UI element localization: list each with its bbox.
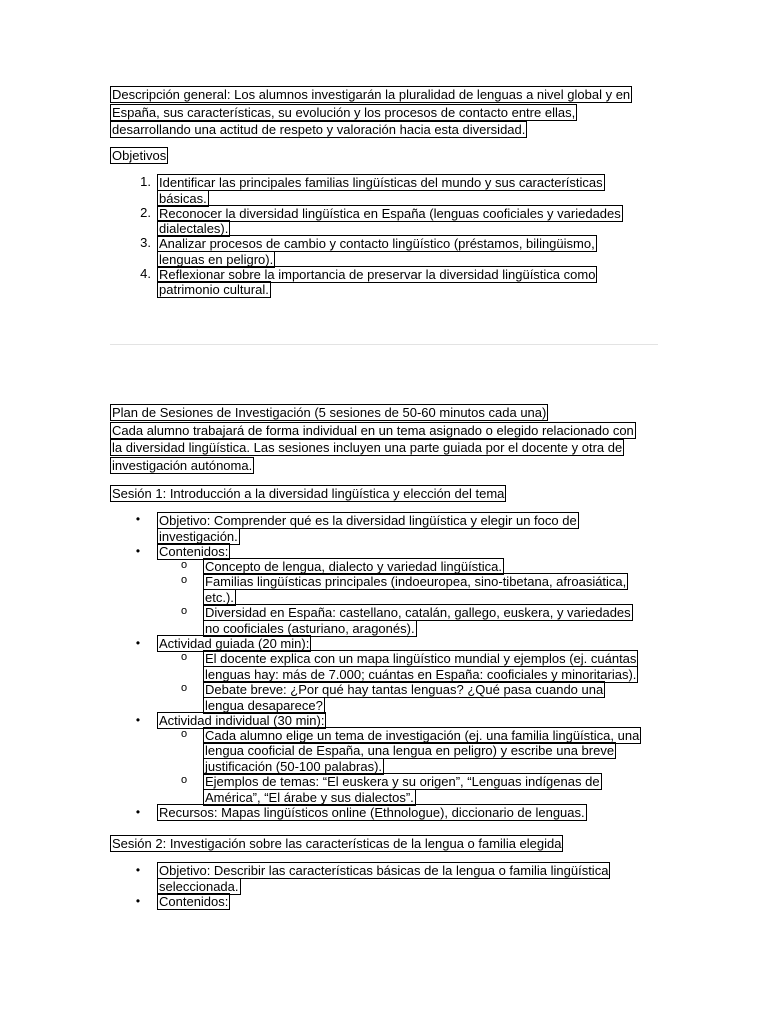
text-line: España, sus características, su evolución y los procesos de contacto entre ellas, [112, 104, 576, 120]
text-line: Plan de Sesiones de Investigación (5 sesiones de 50-60 minutos cada una) [112, 405, 547, 420]
text-line: Cada alumno trabajará de forma individual en un tema asignado o elegido relacionado con [112, 422, 634, 438]
text-line: desarrollando una actitud de respeto y valoración hacia esta diversidad. [112, 122, 526, 137]
session2-list [135, 863, 657, 909]
objectives-list [140, 174, 657, 297]
plan-paragraph [110, 404, 656, 474]
text-line: Descripción general: Los alumnos investigarán la pluralidad de lenguas a nivel global y en [112, 87, 631, 102]
session2-heading: Sesión 2: Investigación sobre las características de la lengua o familia elegida [112, 836, 562, 851]
objectives-heading: Objetivos [112, 148, 167, 163]
list-item: 2. Reconocer la diversidad lingüística en España (lenguas cooficiales y variedades dialectales). [140, 204, 621, 236]
list-item: • Recursos: Mapas lingüísticos online (Ethnologue), diccionario de lenguas. [135, 804, 585, 820]
sub-list-item: o Cada alumno elige un tema de investigación (ej. una familia lingüística, una lengua cooficial de España, una lengua en peligro) y escribe una breve justificación (50-100 palabras). [180, 727, 640, 774]
text-line: investigación autónoma. [112, 457, 253, 473]
text-line: la diversidad lingüística. Las sesiones incluyen una parte guiada por el docente y otra de [112, 440, 623, 455]
sub-list-item: o Debate breve: ¿Por qué hay tantas lenguas? ¿Qué pasa cuando una lengua desaparece? [180, 681, 604, 713]
list-item: 3. Analizar procesos de cambio y contacto lingüístico (préstamos, bilingüismo, lenguas en peligro). [140, 235, 595, 267]
session1-heading: Sesión 1: Introducción a la diversidad lingüística y elección del tema [112, 486, 505, 501]
contenidos-sublist [180, 558, 703, 636]
sub-list-item: o El docente explica con un mapa lingüístico mundial y ejemplos (ej. cuántas lenguas hay: más de 7.000; cuántas en España: cooficiales y minoritarias). [180, 650, 637, 682]
list-item: 1. Identificar las principales familias lingüísticas del mundo y sus características básicas. [140, 174, 603, 206]
sub-list-item: o Ejemplos de temas: “El euskera y su origen”, “Lenguas indígenas de América”, “El árabe y sus dialectos”. [180, 773, 600, 805]
list-item: • Actividad individual (30 min): [135, 712, 325, 728]
sub-list-item: o Diversidad en España: castellano, catalán, gallego, euskera, y variedades no cooficiales (asturiano, aragonés). [180, 604, 631, 636]
list-item: • Objetivo: Comprender qué es la diversidad lingüística y elegir un foco de investigación. [135, 512, 577, 544]
list-item: • Objetivo: Describir las características básicas de la lengua o familia lingüística seleccionada. [135, 863, 609, 894]
session1-list [135, 512, 657, 820]
intro-paragraph [110, 86, 656, 139]
list-item: 4. Reflexionar sobre la importancia de preservar la diversidad lingüística como patrimonio cultural. [140, 265, 596, 297]
list-item: • Contenidos: [135, 894, 229, 909]
guiada-sublist [180, 650, 703, 713]
page-divider [110, 344, 658, 345]
list-item: • Actividad guiada (20 min): [135, 635, 310, 651]
list-item: • Contenidos: [135, 543, 229, 559]
sub-list-item: o Concepto de lengua, dialecto y variedad lingüística. [180, 558, 503, 574]
individual-sublist [180, 727, 703, 805]
sub-list-item: o Familias lingüísticas principales (indoeuropea, sino-tibetana, afroasiática, etc.). [180, 573, 627, 605]
